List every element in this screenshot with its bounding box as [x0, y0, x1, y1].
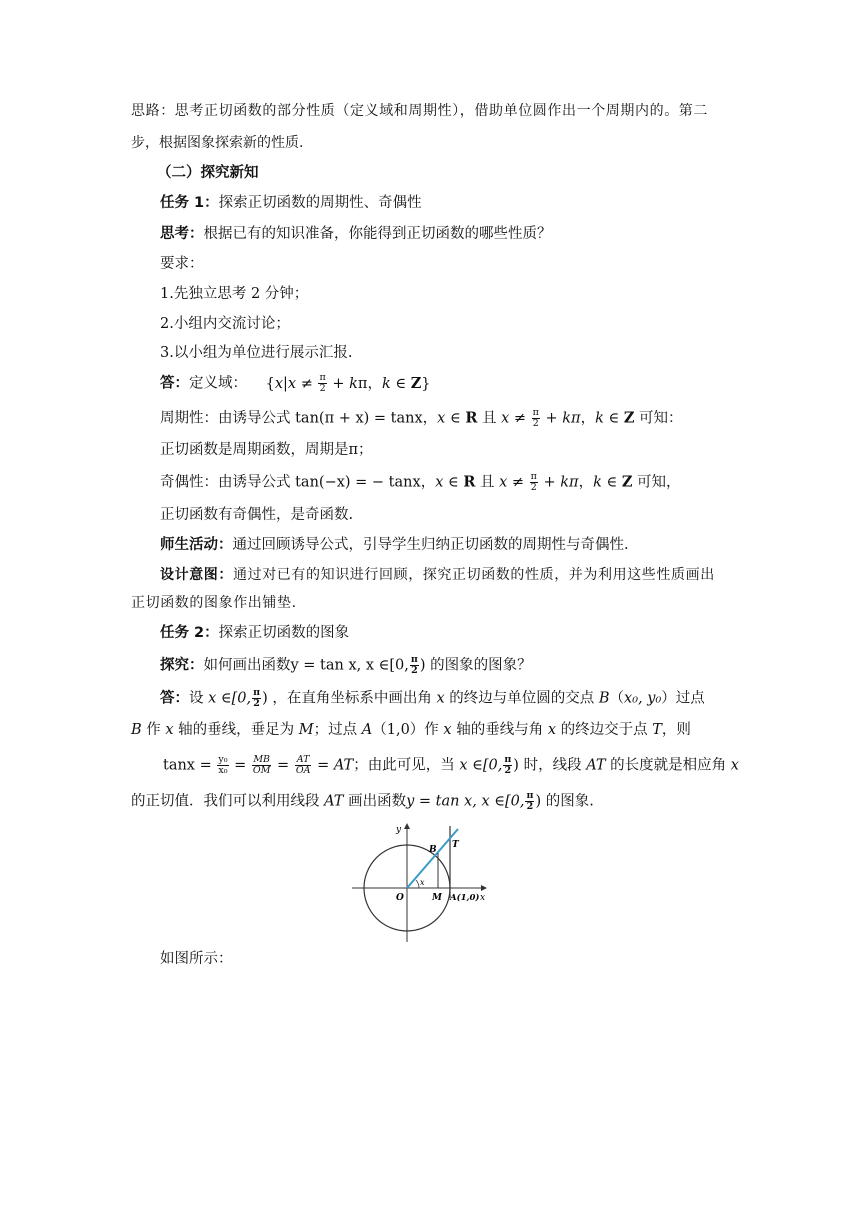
intro-line-2: 步，根据图象探索新的性质. — [131, 135, 304, 151]
domain-text: 定义域： — [189, 375, 247, 392]
point-B-label: B — [429, 845, 437, 855]
task2-text: 探索正切函数的图象 — [218, 625, 350, 641]
unit-circle-figure — [348, 818, 498, 946]
pi-over-2: $\frac{\pi}{2}$ — [532, 407, 539, 429]
angle-arc — [416, 880, 419, 888]
requirements-label: 要求： — [160, 256, 204, 272]
activity — [160, 535, 629, 555]
task1-label: 任务 1： — [160, 195, 219, 211]
pi-over-2: $\frac{\pi}{2}$ — [410, 654, 418, 676]
intro-line-1: 思路：思考正切函数的部分性质（定义域和周期性），借助单位圆作出一个周期内的。第二 — [131, 103, 708, 119]
answer2-line-2: B 作 x 轴的垂线，垂足为 M；过点 A（1,0）作 x 轴的垂线与角 x 的终边交于点 T，则 — [131, 722, 691, 738]
origin-label: O — [396, 893, 404, 903]
parity-formula: tan(−x) = − tanx — [295, 474, 421, 491]
task1-text: 探索正切函数的周期性、奇偶性 — [218, 195, 422, 211]
design-text-2: 正切函数的图象作出铺垫. — [131, 595, 297, 611]
answer-domain — [160, 373, 431, 394]
periodicity-conclusion: 正切函数是周期函数，周期是π； — [160, 442, 373, 458]
task2 — [160, 623, 349, 643]
activity-label: 师生活动： — [160, 537, 233, 553]
task2-label: 任务 2： — [160, 625, 219, 641]
section-title: （二）探究新知 — [157, 165, 259, 181]
frac-y0-x0: $\frac{\text{y₀}}{\text{x₀}}$ — [218, 754, 228, 776]
answer2-line-1: 答：设 x ∈[0, $\frac{\pi}{2}$ ) ，在直角坐标系中画出角 x 的终边与单位圆的交点 B（x₀, y₀）过点 — [160, 687, 705, 709]
domain-formula: {x|x ≠ $\frac{\pi}{2}$ + kπ，k ∈ Z} — [265, 372, 431, 394]
y-axis-label: y — [396, 825, 402, 835]
requirement-item-2: 2.小组内交流讨论； — [160, 316, 290, 332]
think-text: 根据已有的知识准备，你能得到正切函数的哪些性质？ — [203, 226, 552, 242]
pi-over-2: $\frac{\pi}{2}$ — [530, 471, 537, 493]
explore-label: 探究： — [160, 657, 204, 674]
closing-text: 如图所示： — [160, 951, 233, 967]
answer2-line-4: 的正切值．我们可以利用线段 AT 画出函数y = tan x, x ∈[0, $\frac{\pi}{2}$ ) 的图象. — [131, 790, 594, 812]
pi-over-2: $\frac{\pi}{2}$ — [253, 687, 261, 709]
period-formula: tan(π + x) = tanx — [295, 410, 423, 427]
pi-over-2: $\frac{\pi}{2}$ — [504, 754, 512, 776]
frac-at-oa: $\frac{AT}{OA}$ — [295, 754, 311, 776]
point-T-label: T — [452, 840, 459, 850]
explore: 探究：如何画出函数y = tan x, x ∈[0, $\frac{\pi}{2}$ ) 的图象的图象？ — [160, 654, 532, 676]
pi-over-2: $\frac{\pi}{2}$ — [526, 790, 534, 812]
angle-x-label: x — [420, 878, 425, 887]
parity-conclusion: 正切函数有奇偶性，是奇函数. — [160, 507, 354, 523]
think — [160, 224, 552, 244]
periodicity: 周期性：由诱导公式 tan(π + x) = tanx，x ∈ R 且 x ≠ $\frac{\pi}{2}$ + kπ，k ∈ Z 可知： — [160, 407, 683, 429]
point-A-label: A(1,0) — [450, 893, 480, 903]
design-text-1: 通过对已有的知识进行回顾，探究正切函数的性质，并为利用这些性质画出 — [233, 567, 715, 583]
think-label: 思考： — [160, 226, 204, 242]
explore-formula: y = tan x, x ∈[0, — [290, 657, 409, 674]
parity: 奇偶性：由诱导公式 tan(−x) = − tanx，x ∈ R 且 x ≠ $\frac{\pi}{2}$ + kπ，k ∈ Z 可知， — [160, 471, 681, 493]
design-label: 设计意图： — [160, 567, 233, 583]
answer2-label: 答： — [160, 690, 189, 707]
activity-text: 通过回顾诱导公式，引导学生归纳正切函数的周期性与奇偶性. — [232, 537, 629, 553]
requirement-item-1: 1.先独立思考 2 分钟； — [160, 286, 309, 302]
task1 — [160, 193, 422, 213]
answer1-label: 答： — [160, 375, 189, 392]
frac-mb-om: $\frac{MB}{OM}$ — [252, 754, 271, 776]
design-intent — [160, 565, 715, 585]
answer2-line-3: tanx = $\frac{\text{y₀}}{\text{x₀}}$ = $\frac{MB}{OM}$ = $\frac{AT}{OA}$ = AT；由此可见，当 x ∈[0, $\frac{\pi}{2}$ ) 时，线段 AT 的长度就是相应角 x — [163, 754, 739, 776]
pi-over-2: $\frac{\pi}{2}$ — [319, 372, 326, 394]
requirement-item-3: 3.以小组为单位进行展示汇报. — [160, 345, 353, 361]
x-axis-label: x — [480, 893, 486, 903]
point-M-label: M — [432, 893, 442, 903]
